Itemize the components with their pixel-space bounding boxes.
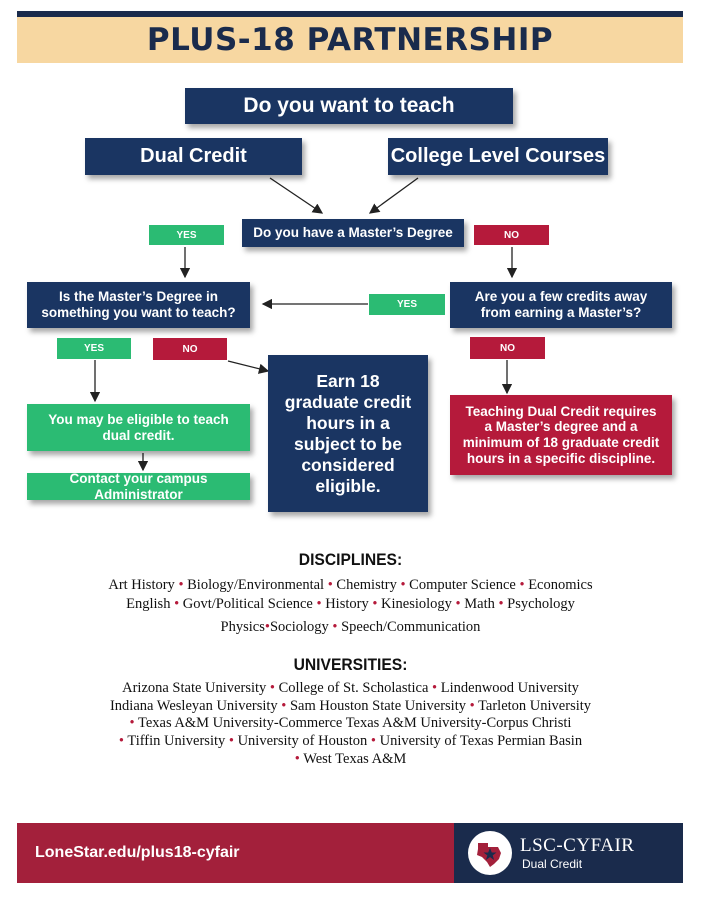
lone-star-seal-icon <box>468 831 512 875</box>
bullet: • <box>367 733 380 749</box>
bullet: • <box>129 715 135 731</box>
bullet: • <box>466 698 479 714</box>
bullet: • <box>332 619 338 635</box>
q-few-credits-text: Are you a few credits away from earning a Master’s? <box>474 289 648 320</box>
list-item: Tarleton University <box>478 698 592 714</box>
list-item: Art History <box>108 577 175 593</box>
q-teach-text: Do you want to teach <box>243 93 455 117</box>
college-level-box <box>388 138 608 175</box>
list-item: Computer Science <box>409 577 516 593</box>
bullet: • <box>170 596 183 612</box>
list-item: Kinesiology <box>381 596 452 612</box>
universities-line-3 <box>40 714 661 732</box>
bullet: • <box>494 596 508 612</box>
yes-tag-2 <box>369 294 445 315</box>
arrow-college-to-masters <box>370 178 418 213</box>
list-item: Indiana Wesleyan University <box>109 698 278 714</box>
contact-box <box>27 470 250 502</box>
bullet: • <box>225 733 238 749</box>
arrow-no-to-earn18 <box>228 361 268 371</box>
universities-line-5 <box>40 750 661 768</box>
brand-sub: Dual Credit <box>522 857 583 871</box>
discipline-sociology: Sociology <box>269 619 329 635</box>
no-tag-2 <box>153 338 227 360</box>
q-few-credits-box <box>450 282 672 328</box>
eligible-box <box>27 404 250 451</box>
disciplines-line-1 <box>40 576 661 594</box>
no-tag-1 <box>474 225 549 245</box>
universities-tamu: Texas A&M University-Commerce Texas A&M University-Corpus Christi <box>137 715 572 731</box>
college-level-text: College Level Courses <box>390 145 606 167</box>
q-masters-box <box>242 219 464 247</box>
bullet: • <box>451 596 465 612</box>
discipline-physics: Physics <box>220 619 265 635</box>
no-tag-3-text: NO <box>500 342 515 354</box>
list-item: Tiffin University <box>127 733 226 749</box>
list-item: Lindenwood University <box>440 680 579 696</box>
brand-name: LSC-CYFAIR <box>520 835 635 856</box>
list-item: Psychology <box>507 596 575 612</box>
yes-tag-2-text: YES <box>396 299 417 310</box>
universities-wtamu: West Texas A&M <box>303 751 407 767</box>
q-teach-box <box>185 88 513 124</box>
title-banner <box>17 17 683 63</box>
disciplines-heading: DISCIPLINES: <box>298 550 403 569</box>
bullet: • <box>264 619 270 635</box>
bullet: • <box>396 577 410 593</box>
universities-line-4 <box>40 732 661 750</box>
list-item: Economics <box>528 577 593 593</box>
bullet: • <box>294 751 300 767</box>
contact-text: Contact your campus Administrator <box>69 470 208 502</box>
q-subject-text: Is the Master’s Degree in something you want to teach? <box>41 289 236 320</box>
footer-brand <box>454 823 683 883</box>
texas-star-icon <box>470 833 510 873</box>
brand-block <box>520 835 634 871</box>
list-item: University of Houston <box>237 733 368 749</box>
list-item: Chemistry <box>336 577 397 593</box>
list-item: English <box>126 596 171 612</box>
earn18-text: Earn 18 graduate credit hours in a subject to be considered eligible. <box>284 370 412 496</box>
list-item: Sam Houston State University <box>289 698 466 714</box>
yes-tag-3 <box>57 338 131 359</box>
page-title: PLUS-18 PARTNERSHIP <box>146 22 554 58</box>
no-tag-2-text: NO <box>182 343 198 355</box>
footer-link-area <box>17 823 454 883</box>
arrow-dual-to-masters <box>270 178 322 213</box>
eligible-text: You may be eligible to teach dual credit. <box>48 411 229 443</box>
bullet: • <box>515 577 529 593</box>
bullet: • <box>368 596 382 612</box>
no-tag-1-text: NO <box>504 229 519 241</box>
no-tag-3 <box>470 337 545 359</box>
bullet: • <box>277 698 290 714</box>
earn18-box <box>268 355 428 512</box>
list-item: College of St. Scholastica <box>278 680 429 696</box>
bullet: • <box>174 577 188 593</box>
bullet: • <box>428 680 441 696</box>
q-masters-text: Do you have a Master’s Degree <box>253 225 453 241</box>
dual-credit-box <box>85 138 302 175</box>
footer-url-link[interactable]: LoneStar.edu/plus18-cyfair <box>35 844 240 861</box>
dual-credit-text: Dual Credit <box>140 145 247 167</box>
disciplines-line-3 <box>40 618 661 636</box>
universities-line-2 <box>40 697 661 715</box>
disciplines-line-2 <box>40 595 661 613</box>
q-subject-box <box>27 282 250 328</box>
universities-line-4-items <box>127 733 582 749</box>
footer <box>17 823 683 883</box>
bullet: • <box>118 733 124 749</box>
list-item: Govt/Political Science <box>182 596 313 612</box>
requirement-box <box>450 395 672 475</box>
yes-tag-1-text: YES <box>176 229 197 241</box>
requirement-text: Teaching Dual Credit requires a Master’s degree and a minimum of 18 graduate credit hours in a specific discipline. <box>462 403 660 466</box>
list-item: University of Texas Permian Basin <box>379 733 583 749</box>
universities-heading: UNIVERSITIES: <box>293 655 408 674</box>
yes-tag-1 <box>149 225 224 245</box>
list-item: Arizona State University <box>122 680 267 696</box>
bullet: • <box>324 577 337 593</box>
list-item: History <box>325 596 369 612</box>
bullet: • <box>312 596 326 612</box>
discipline-speech: Speech/Communication <box>341 619 481 635</box>
list-item: Math <box>464 596 495 612</box>
list-item: Biology/Environmental <box>187 577 325 593</box>
universities-line-1 <box>40 679 661 697</box>
yes-tag-3-text: YES <box>83 343 104 354</box>
bullet: • <box>266 680 279 696</box>
